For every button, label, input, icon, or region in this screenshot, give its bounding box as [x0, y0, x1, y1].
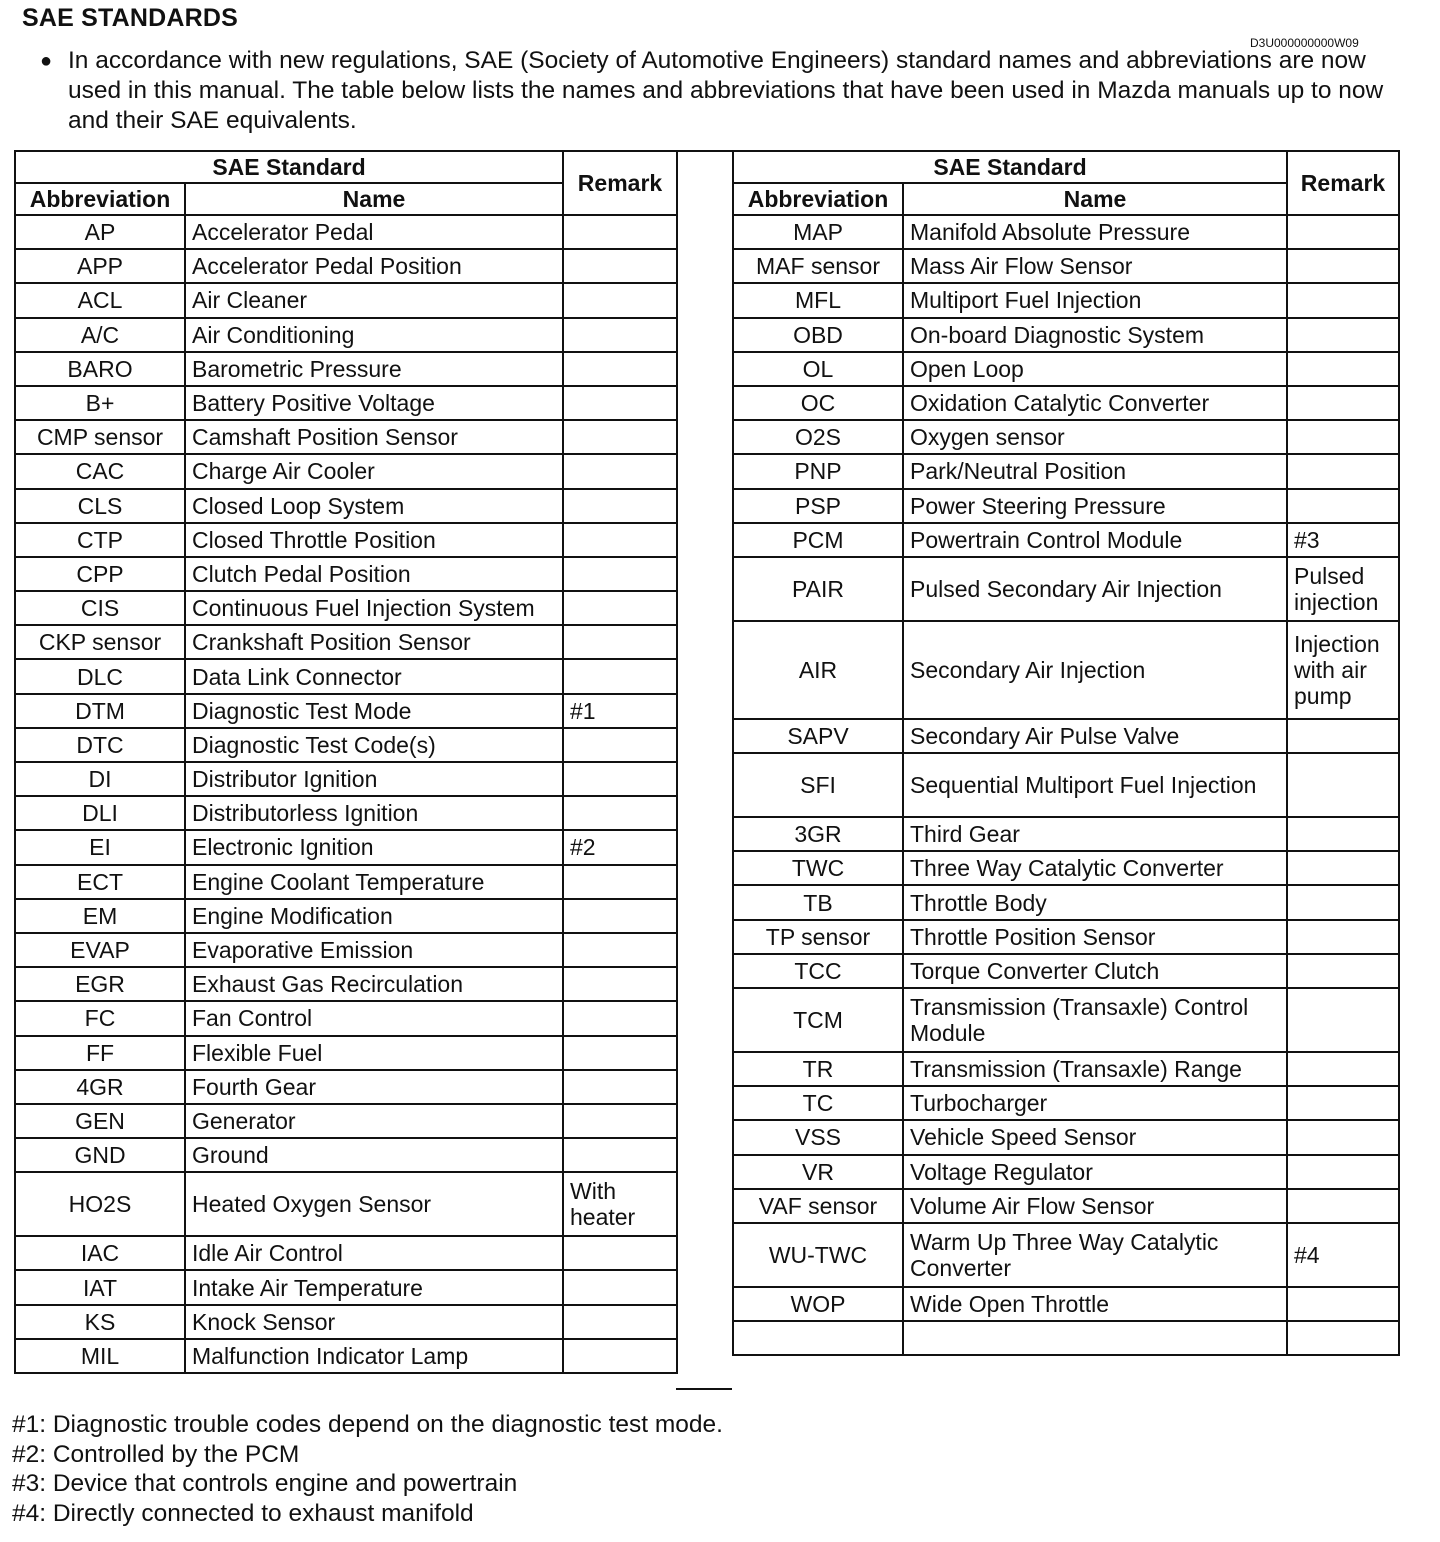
table-row: [15, 318, 677, 352]
remark-cell: Pulsed injection: [1287, 557, 1399, 621]
table-row: [15, 659, 677, 693]
name-cell: Accelerator Pedal Position: [185, 249, 563, 283]
table-row: [15, 420, 677, 454]
abbreviation-cell: WOP: [733, 1287, 903, 1321]
document-id: D3U000000000W09: [1250, 36, 1359, 50]
abbreviation-cell: B+: [15, 386, 185, 420]
table-row: [15, 1339, 677, 1373]
table-row: [733, 249, 1399, 283]
abbreviation-cell: KS: [15, 1305, 185, 1339]
abbreviation-cell: TR: [733, 1052, 903, 1086]
table-row: [15, 454, 677, 488]
remark-cell: [563, 1236, 677, 1270]
abbreviation-cell: EI: [15, 830, 185, 864]
table-row: [15, 1270, 677, 1304]
intro-paragraph: [34, 46, 1404, 136]
name-cell: On-board Diagnostic System: [903, 318, 1287, 352]
table-row: [733, 753, 1399, 817]
remark-cell: With heater: [563, 1172, 677, 1236]
remark-cell: [1287, 420, 1399, 454]
table-row: [733, 954, 1399, 988]
remark-cell: [1287, 454, 1399, 488]
abbreviation-cell: PSP: [733, 489, 903, 523]
name-cell: Evaporative Emission: [185, 933, 563, 967]
abbreviation-cell: EGR: [15, 967, 185, 1001]
table-row: [15, 694, 677, 728]
table-row: [15, 1138, 677, 1172]
remark-cell: [1287, 386, 1399, 420]
remark-header: Remark: [1287, 151, 1399, 215]
table-row: [733, 885, 1399, 919]
name-cell: Idle Air Control: [185, 1236, 563, 1270]
abbreviation-cell: ECT: [15, 865, 185, 899]
remark-cell: [1287, 249, 1399, 283]
remark-cell: [563, 1001, 677, 1035]
name-cell: Mass Air Flow Sensor: [903, 249, 1287, 283]
table-row: [15, 489, 677, 523]
name-cell: Park/Neutral Position: [903, 454, 1287, 488]
remark-cell: [563, 1270, 677, 1304]
name-cell: Engine Coolant Temperature: [185, 865, 563, 899]
remark-cell: [563, 1036, 677, 1070]
name-cell: Transmission (Transaxle) Control Module: [903, 988, 1287, 1052]
table-row: [733, 523, 1399, 557]
table-row: [733, 557, 1399, 621]
remark-cell: [1287, 885, 1399, 919]
abbreviation-cell: GND: [15, 1138, 185, 1172]
remark-cell: [563, 591, 677, 625]
abbreviation-cell: TCC: [733, 954, 903, 988]
remark-cell: [563, 215, 677, 249]
abbreviation-cell: SAPV: [733, 719, 903, 753]
table-row: [733, 1321, 1399, 1355]
table-row: [733, 1155, 1399, 1189]
remark-cell: [563, 659, 677, 693]
table-row: [15, 591, 677, 625]
abbreviation-cell: PNP: [733, 454, 903, 488]
abbreviation-cell: TCM: [733, 988, 903, 1052]
name-cell: Torque Converter Clutch: [903, 954, 1287, 988]
table-row: [733, 1287, 1399, 1321]
remark-cell: [563, 318, 677, 352]
footnotes: [12, 1410, 723, 1528]
abbreviation-cell: OC: [733, 386, 903, 420]
remark-cell: [1287, 352, 1399, 386]
name-header: Name: [185, 183, 563, 215]
remark-cell: [1287, 283, 1399, 317]
footnote-4: #4: Directly connected to exhaust manifold: [12, 1499, 474, 1527]
abbreviation-cell: PCM: [733, 523, 903, 557]
table-row: [15, 352, 677, 386]
table-row: [733, 420, 1399, 454]
remark-cell: [563, 1104, 677, 1138]
abbreviation-cell: MAP: [733, 215, 903, 249]
remark-cell: [563, 454, 677, 488]
remark-cell: #2: [563, 830, 677, 864]
name-cell: Knock Sensor: [185, 1305, 563, 1339]
table-row: [733, 215, 1399, 249]
abbreviation-cell: CIS: [15, 591, 185, 625]
name-cell: Camshaft Position Sensor: [185, 420, 563, 454]
remark-cell: [563, 489, 677, 523]
name-cell: Powertrain Control Module: [903, 523, 1287, 557]
remark-cell: Injection with air pump: [1287, 621, 1399, 719]
name-cell: Closed Loop System: [185, 489, 563, 523]
abbreviation-cell: PAIR: [733, 557, 903, 621]
table-row: [15, 249, 677, 283]
table-row: [733, 851, 1399, 885]
name-cell: Three Way Catalytic Converter: [903, 851, 1287, 885]
abbreviation-cell: MFL: [733, 283, 903, 317]
name-cell: Malfunction Indicator Lamp: [185, 1339, 563, 1373]
remark-cell: [563, 352, 677, 386]
remark-cell: [1287, 817, 1399, 851]
remark-cell: [563, 523, 677, 557]
footnote-3: #3: Device that controls engine and powertrain: [12, 1470, 518, 1497]
remark-cell: [1287, 1120, 1399, 1154]
abbreviation-cell: GEN: [15, 1104, 185, 1138]
remark-cell: [1287, 988, 1399, 1052]
remark-cell: [563, 249, 677, 283]
intro-text: In accordance with new regulations, SAE (Society of Automotive Engineers) standard names and abbreviations are now used in this manual. The table below lists the names and abbreviations that have been used in Mazda manuals up to now and their SAE equivalents.: [68, 47, 1384, 134]
name-header: Name: [903, 183, 1287, 215]
table-row: [733, 988, 1399, 1052]
abbreviation-cell: BARO: [15, 352, 185, 386]
name-cell: Voltage Regulator: [903, 1155, 1287, 1189]
table-row: [733, 1189, 1399, 1223]
abbreviation-cell: CLS: [15, 489, 185, 523]
name-cell: Battery Positive Voltage: [185, 386, 563, 420]
remark-cell: [563, 728, 677, 762]
abbreviation-cell: DTM: [15, 694, 185, 728]
name-cell: Secondary Air Injection: [903, 621, 1287, 719]
abbreviation-header: Abbreviation: [733, 183, 903, 215]
remark-cell: [1287, 1052, 1399, 1086]
abbreviation-cell: CKP sensor: [15, 625, 185, 659]
abbreviation-cell: DLC: [15, 659, 185, 693]
table-row: [15, 1305, 677, 1339]
footnote-1: #1: Diagnostic trouble codes depend on the diagnostic test mode.: [12, 1411, 723, 1438]
remark-cell: [563, 899, 677, 933]
table-row: [15, 796, 677, 830]
name-cell: Flexible Fuel: [185, 1036, 563, 1070]
name-cell: Heated Oxygen Sensor: [185, 1172, 563, 1236]
table-row: [733, 386, 1399, 420]
sae-table-right: [732, 150, 1400, 1356]
abbreviation-cell: ACL: [15, 283, 185, 317]
name-cell: Distributor Ignition: [185, 762, 563, 796]
name-cell: Clutch Pedal Position: [185, 557, 563, 591]
remark-cell: [563, 762, 677, 796]
remark-header: Remark: [563, 151, 677, 215]
remark-cell: [563, 967, 677, 1001]
remark-cell: [1287, 1321, 1399, 1355]
name-cell: Diagnostic Test Mode: [185, 694, 563, 728]
name-cell: Crankshaft Position Sensor: [185, 625, 563, 659]
sae-standard-header: SAE Standard: [15, 151, 563, 183]
remark-cell: [563, 283, 677, 317]
name-cell: Oxidation Catalytic Converter: [903, 386, 1287, 420]
remark-cell: [1287, 719, 1399, 753]
abbreviation-cell: O2S: [733, 420, 903, 454]
remark-cell: [1287, 1086, 1399, 1120]
table-row: [15, 1104, 677, 1138]
name-cell: Exhaust Gas Recirculation: [185, 967, 563, 1001]
page-title: SAE STANDARDS: [22, 4, 239, 32]
name-cell: Charge Air Cooler: [185, 454, 563, 488]
abbreviation-cell: CAC: [15, 454, 185, 488]
abbreviation-cell: HO2S: [15, 1172, 185, 1236]
abbreviation-cell: A/C: [15, 318, 185, 352]
name-cell: Pulsed Secondary Air Injection: [903, 557, 1287, 621]
name-cell: Sequential Multiport Fuel Injection: [903, 753, 1287, 817]
footnote-2: #2: Controlled by the PCM: [12, 1440, 300, 1468]
name-cell: Barometric Pressure: [185, 352, 563, 386]
table-row: [15, 1036, 677, 1070]
name-cell: Wide Open Throttle: [903, 1287, 1287, 1321]
abbreviation-cell: DLI: [15, 796, 185, 830]
abbreviation-cell: IAC: [15, 1236, 185, 1270]
name-cell: Open Loop: [903, 352, 1287, 386]
abbreviation-cell: DI: [15, 762, 185, 796]
abbreviation-cell: CPP: [15, 557, 185, 591]
table-row: [733, 1052, 1399, 1086]
remark-cell: #3: [1287, 523, 1399, 557]
table-row: [733, 621, 1399, 719]
remark-cell: [563, 1138, 677, 1172]
remark-cell: [1287, 1155, 1399, 1189]
abbreviation-cell: [733, 1321, 903, 1355]
name-cell: Accelerator Pedal: [185, 215, 563, 249]
remark-cell: [1287, 920, 1399, 954]
table-row: [15, 1070, 677, 1104]
abbreviation-cell: OBD: [733, 318, 903, 352]
abbreviation-cell: IAT: [15, 1270, 185, 1304]
name-cell: Multiport Fuel Injection: [903, 283, 1287, 317]
remark-cell: [563, 1339, 677, 1373]
remark-cell: [563, 865, 677, 899]
name-cell: Vehicle Speed Sensor: [903, 1120, 1287, 1154]
table-row: [15, 830, 677, 864]
table-row: [733, 283, 1399, 317]
abbreviation-cell: 4GR: [15, 1070, 185, 1104]
name-cell: Oxygen sensor: [903, 420, 1287, 454]
name-cell: Distributorless Ignition: [185, 796, 563, 830]
table-row: [733, 719, 1399, 753]
abbreviation-cell: FC: [15, 1001, 185, 1035]
name-cell: [903, 1321, 1287, 1355]
name-cell: Engine Modification: [185, 899, 563, 933]
name-cell: Data Link Connector: [185, 659, 563, 693]
name-cell: Intake Air Temperature: [185, 1270, 563, 1304]
remark-cell: [563, 625, 677, 659]
remark-cell: [563, 1070, 677, 1104]
table-row: [15, 625, 677, 659]
remark-cell: [563, 386, 677, 420]
remark-cell: [563, 557, 677, 591]
table-row: [733, 1120, 1399, 1154]
abbreviation-cell: MIL: [15, 1339, 185, 1373]
name-cell: Ground: [185, 1138, 563, 1172]
table-row: [15, 523, 677, 557]
abbreviation-cell: AP: [15, 215, 185, 249]
name-cell: Third Gear: [903, 817, 1287, 851]
table-row: [733, 1086, 1399, 1120]
name-cell: Closed Throttle Position: [185, 523, 563, 557]
name-cell: Generator: [185, 1104, 563, 1138]
name-cell: Fan Control: [185, 1001, 563, 1035]
abbreviation-cell: OL: [733, 352, 903, 386]
table-row: [15, 386, 677, 420]
abbreviation-cell: FF: [15, 1036, 185, 1070]
table-row: [15, 215, 677, 249]
name-cell: Throttle Body: [903, 885, 1287, 919]
abbreviation-cell: MAF sensor: [733, 249, 903, 283]
abbreviation-cell: AIR: [733, 621, 903, 719]
abbreviation-cell: CTP: [15, 523, 185, 557]
name-cell: Volume Air Flow Sensor: [903, 1189, 1287, 1223]
abbreviation-cell: 3GR: [733, 817, 903, 851]
name-cell: Secondary Air Pulse Valve: [903, 719, 1287, 753]
name-cell: Air Cleaner: [185, 283, 563, 317]
name-cell: Fourth Gear: [185, 1070, 563, 1104]
abbreviation-header: Abbreviation: [15, 183, 185, 215]
table-row: [733, 489, 1399, 523]
table-row: [733, 1223, 1399, 1287]
table-row: [733, 352, 1399, 386]
remark-cell: #1: [563, 694, 677, 728]
remark-cell: [1287, 954, 1399, 988]
abbreviation-cell: EVAP: [15, 933, 185, 967]
sae-table-left: [14, 150, 678, 1374]
abbreviation-cell: EM: [15, 899, 185, 933]
abbreviation-cell: DTC: [15, 728, 185, 762]
abbreviation-cell: WU-TWC: [733, 1223, 903, 1287]
remark-cell: [563, 933, 677, 967]
remark-cell: [1287, 1189, 1399, 1223]
table-row: [15, 933, 677, 967]
abbreviation-cell: TWC: [733, 851, 903, 885]
table-row: [15, 557, 677, 591]
abbreviation-cell: VAF sensor: [733, 1189, 903, 1223]
table-row: [733, 920, 1399, 954]
name-cell: Throttle Position Sensor: [903, 920, 1287, 954]
abbreviation-cell: TP sensor: [733, 920, 903, 954]
remark-cell: #4: [1287, 1223, 1399, 1287]
table-row: [733, 454, 1399, 488]
name-cell: Power Steering Pressure: [903, 489, 1287, 523]
table-row: [15, 967, 677, 1001]
name-cell: Transmission (Transaxle) Range: [903, 1052, 1287, 1086]
abbreviation-cell: SFI: [733, 753, 903, 817]
abbreviation-cell: VSS: [733, 1120, 903, 1154]
sae-standard-header: SAE Standard: [733, 151, 1287, 183]
bullet-icon: ●: [40, 50, 53, 72]
remark-cell: [1287, 215, 1399, 249]
abbreviation-cell: TC: [733, 1086, 903, 1120]
remark-cell: [1287, 1287, 1399, 1321]
name-cell: Electronic Ignition: [185, 830, 563, 864]
table-gap: [676, 150, 732, 1390]
table-row: [15, 283, 677, 317]
name-cell: Air Conditioning: [185, 318, 563, 352]
table-row: [15, 1001, 677, 1035]
abbreviation-cell: APP: [15, 249, 185, 283]
remark-cell: [563, 796, 677, 830]
name-cell: Continuous Fuel Injection System: [185, 591, 563, 625]
remark-cell: [1287, 851, 1399, 885]
remark-cell: [563, 420, 677, 454]
table-row: [15, 1172, 677, 1236]
name-cell: Warm Up Three Way Catalytic Converter: [903, 1223, 1287, 1287]
remark-cell: [563, 1305, 677, 1339]
table-row: [733, 318, 1399, 352]
table-row: [15, 865, 677, 899]
table-row: [15, 762, 677, 796]
table-row: [15, 899, 677, 933]
abbreviation-cell: CMP sensor: [15, 420, 185, 454]
abbreviation-cell: TB: [733, 885, 903, 919]
abbreviation-cell: VR: [733, 1155, 903, 1189]
name-cell: Diagnostic Test Code(s): [185, 728, 563, 762]
name-cell: Manifold Absolute Pressure: [903, 215, 1287, 249]
name-cell: Turbocharger: [903, 1086, 1287, 1120]
remark-cell: [1287, 753, 1399, 817]
table-row: [15, 728, 677, 762]
remark-cell: [1287, 318, 1399, 352]
table-row: [15, 1236, 677, 1270]
remark-cell: [1287, 489, 1399, 523]
table-row: [733, 817, 1399, 851]
